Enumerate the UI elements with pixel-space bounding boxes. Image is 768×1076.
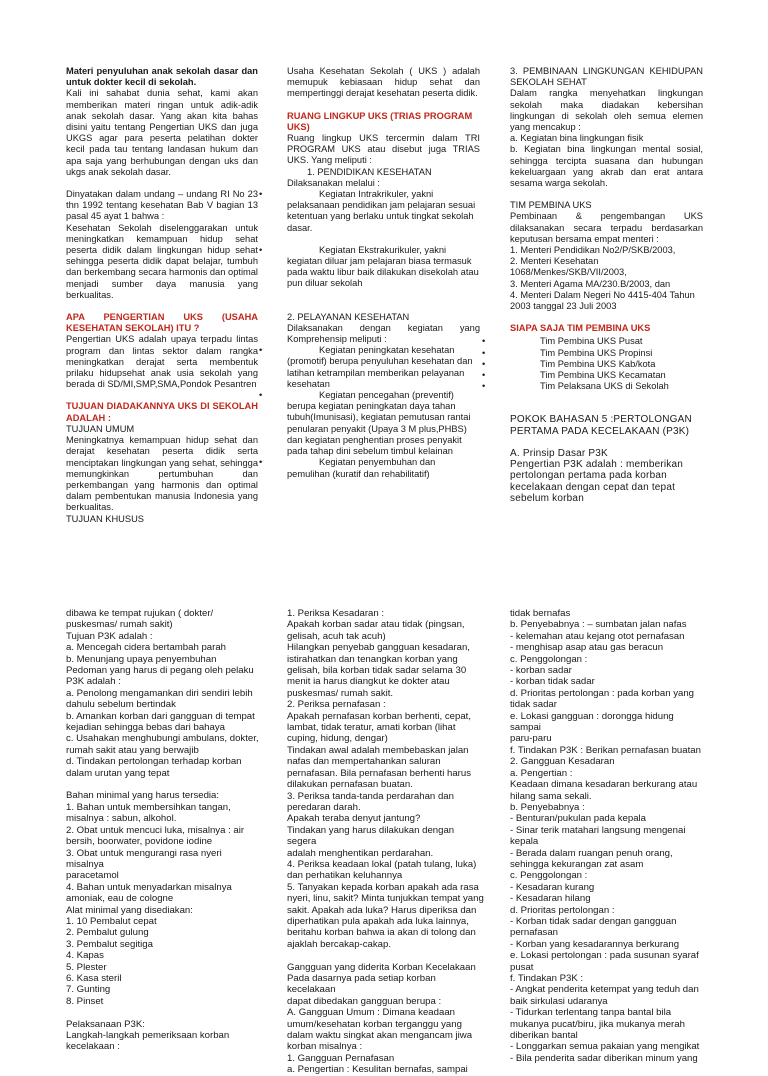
text-line: c. Penggolongan : bbox=[510, 870, 588, 882]
text-line: baik sirkulasi udaranya bbox=[510, 995, 608, 1007]
text-line: c. Penggolongan : bbox=[510, 653, 588, 665]
text-line: A. Gangguan Umum : Dimana keadaan bbox=[287, 1007, 455, 1019]
text-line: beritahu korban bahwa ia akan di tolong dan bbox=[287, 927, 476, 939]
text-line: 4. Kapas bbox=[66, 950, 104, 962]
list-item: • Tim Pembina UKS Pusat bbox=[482, 336, 643, 347]
text-line: b. Amankan korban dari gangguan di tempat bbox=[66, 710, 255, 722]
text-line: c. Usahakan menghubungi ambulans, dokter, bbox=[66, 733, 259, 745]
text-line: a. Pengertian : Kesulitan bernafas, sampai bbox=[287, 1064, 468, 1076]
bullet-icon: • bbox=[259, 390, 263, 401]
text-line: kepala bbox=[510, 836, 539, 848]
text-line: Gangguan yang diderita Korban Kecelakaan bbox=[287, 961, 476, 973]
text-line: Tujuan P3K adalah : bbox=[66, 630, 153, 642]
text-line: bersih, boorwater, povidone iodine bbox=[66, 836, 213, 848]
list-item: • Kegiatan peningkatan kesehatan (promotif) berupa penyuluhan kesehatan dan latihan ketrampilan memberikan pelayanan kesehatan bbox=[259, 345, 473, 389]
text-line: gelisah, acuh tak acuh) bbox=[287, 630, 386, 642]
pembinaan-item-b: b. Kegiatan bina lingkungan mental sosial, sehingga tercipta suasana dan hubungan kekeluargaan yang akrab dan erat antara sesama warga sekolah. bbox=[510, 144, 703, 189]
text-line: pernafasan. Bila pernafasan berhenti harus bbox=[287, 767, 472, 779]
text-line: dilakukan pernafasan buatan. bbox=[287, 779, 413, 791]
text-line: e. Lokasi gangguan : dorongga hidung sampai bbox=[510, 710, 674, 734]
tujuan-umum-label: TUJUAN UMUM bbox=[66, 423, 135, 434]
text-line: d. Prioritas pertolongan : bbox=[510, 904, 615, 916]
bullet-icon: • bbox=[482, 336, 486, 347]
text-line: - menghisap asap atau gas beracun bbox=[510, 642, 664, 654]
text-line: Keadaan dimana kesadaran berkurang atau bbox=[510, 779, 698, 791]
bullet-icon: • bbox=[482, 381, 486, 392]
tim-pembina-text: Pembinaan & pengembangan UKS dilaksanakan secara terpadu berdasarkan keputusan bersama empat menteri : bbox=[510, 211, 703, 244]
list-item: • Tim Pembina UKS Kecamatan bbox=[482, 370, 666, 381]
text-line: 1. 10 Pembalut cepat bbox=[66, 915, 157, 927]
text-line: umum/kesehatan korban terganggu yang bbox=[287, 1018, 462, 1030]
text-line: - Sinar terik matahari langsung mengenai bbox=[510, 824, 686, 836]
column-3 bbox=[510, 608, 706, 1064]
page-gap bbox=[0, 560, 768, 600]
tujuan-khusus-label: TUJUAN KHUSUS bbox=[66, 513, 144, 524]
column-2 bbox=[287, 608, 485, 1076]
pembinaan-item-a: a. Kegiatan bina lingkungan fisik bbox=[510, 133, 644, 144]
text-line: 7. Gunting bbox=[66, 984, 111, 996]
text-line: cuping, hidung, dengar) bbox=[287, 733, 388, 745]
heading-siapa-saja: SIAPA SAJA TIM PEMBINA UKS bbox=[510, 323, 651, 334]
text-line: 2. Obat untuk mencuci luka, misalnya : air bbox=[66, 824, 245, 836]
text-line: f. Tindakan P3K : bbox=[510, 973, 584, 984]
text-line: 5. Plester bbox=[66, 961, 107, 973]
text-line: 6. Kasa steril bbox=[66, 972, 122, 984]
text-line: 5. Tanyakan kepada korban apakah ada rasa bbox=[287, 881, 479, 893]
text-line: Pelaksanaan P3K: bbox=[66, 1018, 145, 1030]
menteri-item: 2. Menteri Kesehatan 1068/Menkes/SKB/VII/2003, bbox=[510, 256, 627, 278]
article-title: Materi penyuluhan anak sekolah dasar dan untuk dokter kecil di sekolah. bbox=[66, 66, 258, 88]
heading-tujuan: TUJUAN DIADAKANNYA UKS DI SEKOLAH ADALAH : bbox=[66, 401, 258, 423]
list-item: • Tim Pembina UKS Propinsi bbox=[482, 347, 653, 358]
list-item: • Kegiatan pencegahan (preventif) berupa kegiatan peningkatan daya tahan tubuh(Imunisasi), kegiatan pemutusan rantai penularan penyakit (Upaya 3 M plus,PHBS) dan kegiatan penghentian proses penyakit pada tahap dini sebelum timbul kelainan bbox=[259, 390, 471, 457]
text-line: d. Prioritas pertolongan : pada korban yang bbox=[510, 687, 695, 699]
pelayanan-kesehatan-heading: 2. PELAYANAN KESEHATAN bbox=[287, 311, 410, 322]
text-line: mukanya pucat/biru, jika mukanya merah bbox=[510, 1018, 685, 1030]
text-line: puskesmas/ rumah sakit. bbox=[287, 687, 394, 699]
text-line: Apakah pernafasan korban berhenti, cepat, bbox=[287, 710, 472, 722]
text-line: - Bila penderita sadar diberikan minum yang bbox=[510, 1052, 698, 1064]
text-line: sehingga kekurangan zat asam bbox=[510, 858, 644, 870]
pembinaan-heading: 3. PEMBINAAN LINGKUNGAN KEHIDUPAN SEKOLAH SEHAT bbox=[510, 66, 703, 88]
text-line: diperhatikan pula apakah ada luka lainnya, bbox=[287, 915, 469, 927]
text-line: diberikan bantal bbox=[510, 1030, 578, 1042]
list-item: • Tim Pelaksana UKS di Sekolah bbox=[482, 381, 669, 392]
text-line: dahulu sebelum bertindak bbox=[66, 699, 176, 711]
column-2 bbox=[259, 66, 480, 480]
list-item: • Kegiatan Ekstrakurikuler, yakni kegiatan diluar jam pelajaran biasa termasuk pada waktu libur baik dilakukan disekolah atau pun diluar sekolah bbox=[259, 244, 479, 289]
text-line: 2. Gangguan Kesadaran bbox=[510, 756, 615, 768]
bullet-icon: • bbox=[259, 244, 263, 255]
text-line: d. Tindakan pertolongan terhadap korban bbox=[66, 756, 242, 768]
text-line: lambat, tidak teratur, amati korban (lihat bbox=[287, 722, 456, 734]
text-line: - korban sadar bbox=[510, 665, 572, 677]
text-line: peredaran darah. bbox=[287, 801, 361, 813]
list-item: • Kegiatan penyembuhan dan pemulihan (kuratif dan rehabilitatif) bbox=[259, 457, 436, 479]
menteri-item: 4. Menteri Dalam Negeri No 4415-404 Tahun 2003 tanggal 23 Juli 2003 bbox=[510, 289, 695, 312]
text-line: sakit. Apakah ada luka? Harus diperiksa dan bbox=[287, 904, 477, 916]
text-line: amoniak, eau de cologne bbox=[66, 893, 174, 905]
ruang-paragraph: Ruang lingkup UKS tercermin dalam TRI PROGRAM UKS atau disebut juga TRIAS UKS. Yang meliputi : bbox=[287, 133, 480, 166]
text-line: b. Penyebabnya : – sumbatan jalan nafas bbox=[510, 619, 687, 631]
text-line: ajaklah bercakap-cakap. bbox=[287, 938, 391, 950]
text-line bbox=[66, 779, 262, 790]
column-1 bbox=[66, 66, 258, 525]
list-item: • Tim Pembina UKS Kab/kota bbox=[482, 358, 656, 369]
text-line: tidak bernafas bbox=[510, 608, 571, 619]
law-paragraph: Dinyatakan dalam undang – undang RI No 23 thn 1992 tentang kesehatan Bab V bagian 13 pasal 45 ayat 1 bahwa : bbox=[66, 189, 258, 222]
bullet-icon: • bbox=[482, 358, 486, 369]
text-line: 2. Periksa pernafasan : bbox=[287, 699, 386, 711]
text-line: - Kesadaran kurang bbox=[510, 881, 595, 893]
apa-paragraph: Pengertian UKS adalah upaya terpadu lintas program dan lintas sektor dalam rangka meningkatkan derajat serta membentuk prilaku hidupsehat anak usia sekolah yang berada di SD/MI,SMP,SMA,Pondok Pesantren bbox=[66, 334, 258, 390]
text-line: - kelemahan atau kejang otot pernafasan bbox=[510, 630, 685, 642]
text-line: Langkah-langkah pemeriksaan korban bbox=[66, 1030, 230, 1041]
text-line: Alat minimal yang disediakan: bbox=[66, 904, 193, 916]
text-line: b. Penyebabnya : bbox=[510, 801, 585, 813]
pendidikan-kesehatan-heading: 1. PENDIDIKAN KESEHATAN bbox=[307, 166, 432, 177]
uks-paragraph: Usaha Kesehatan Sekolah ( UKS ) adalah memupuk kebiasaan hidup sehat dan mempertinggi derajat kesehatan peserta didik. bbox=[287, 66, 480, 99]
text-line: pusat bbox=[510, 961, 534, 973]
text-line: gelisah, bila korban tidak sadar selama 30 bbox=[287, 665, 467, 677]
menteri-item: 1. Menteri Pendidikan No2/P/SKB/2003, bbox=[510, 245, 676, 256]
text-line: Apakah teraba denyut jantung? bbox=[287, 813, 421, 825]
bullet-icon: • bbox=[482, 347, 486, 358]
text-line: - Korban tidak sadar dengan gangguan bbox=[510, 915, 677, 927]
law-text: Kesehatan Sekolah diselenggarakan untuk meningkatkan kemampuan hidup sehat peserta didik dalam lingkungan hidup sehat sehingga peserta didik dapat belajar, tumbuh dan berkembang secara harmonis dan optimal menjadi sumber daya manusia yang berkualitas. bbox=[66, 222, 258, 300]
text-line bbox=[66, 1007, 262, 1018]
text-line: misalnya : sabun, alkohol. bbox=[66, 813, 177, 825]
text-line: 3. Obat untuk mengurangi rasa nyeri misalnya bbox=[66, 847, 222, 870]
text-line: 4. Bahan untuk menyadarkan misalnya bbox=[66, 881, 232, 893]
text-line bbox=[287, 950, 485, 961]
text-line: e. Lokasi pertolongan : pada susunan syaraf bbox=[510, 950, 699, 962]
text-line: Apakah korban sadar atau tidak (pingsan, bbox=[287, 619, 465, 631]
heading-apa-pengertian-uks: APA PENGERTIAN UKS (USAHA KESEHATAN SEKOLAH) ITU ? bbox=[66, 312, 258, 334]
document-page-2 bbox=[0, 600, 768, 1076]
text-line: 2. Pembalut gulung bbox=[66, 927, 149, 939]
text-line: rumah sakit atau yang berwajib bbox=[66, 744, 199, 756]
pendidikan-sub: Dilaksanakan melalui : bbox=[287, 177, 381, 188]
text-line: - Longgarkan semua pakaian yang mengikat bbox=[510, 1041, 700, 1053]
text-line: dibawa ke tempat rujukan ( dokter/ bbox=[66, 608, 214, 619]
text-line: adalah menghentikan perdarahan. bbox=[287, 847, 434, 859]
text-line: puskesmas/ rumah sakit) bbox=[66, 619, 173, 631]
text-line: b. Menunjang upaya penyembuhan bbox=[66, 653, 217, 665]
text-line: 3. Periksa tanda-tanda perdarahan dan bbox=[287, 790, 454, 802]
text-line: - Berada dalam ruangan penuh orang, bbox=[510, 847, 673, 859]
heading-ruang-lingkup: RUANG LINGKUP UKS (TRIAS PROGRAM UKS) bbox=[287, 110, 473, 132]
text-line: 1. Gangguan Pernafasan bbox=[287, 1052, 395, 1064]
text-line: menit ia harus diangkut ke dokter atau bbox=[287, 676, 450, 688]
column-3 bbox=[482, 66, 703, 504]
bullet-icon: • bbox=[259, 345, 263, 356]
text-line: Pedoman yang harus di pegang oleh pelaku bbox=[66, 665, 254, 677]
text-line: P3K adalah : bbox=[66, 676, 121, 688]
menteri-item: 3. Menteri Agama MA/230.B/2003, dan bbox=[510, 278, 671, 289]
bullet-icon: • bbox=[259, 189, 263, 200]
pokok-bahasan-heading: POKOK BAHASAN 5 :PERTOLONGAN PERTAMA PADA KECELAKAAN (P3K) bbox=[510, 414, 692, 437]
tim-pembina-heading: TIM PEMBINA UKS bbox=[510, 200, 592, 211]
text-line: kejadian sehingga bebas dari bahaya bbox=[66, 722, 225, 734]
text-line: a. Penolong mengamankan diri sendiri lebih bbox=[66, 687, 253, 699]
text-line: 3. Pembalut segitiga bbox=[66, 938, 153, 950]
text-line: - Benturan/pukulan pada kepala bbox=[510, 813, 647, 825]
text-line: pernafasan bbox=[510, 927, 559, 939]
text-line: a. Mencegah cidera bertambah parah bbox=[66, 642, 226, 654]
text-line: dan perhatikan keluhannya bbox=[287, 870, 403, 882]
text-line: 1. Bahan untuk membersihkan tangan, bbox=[66, 801, 231, 813]
prinsip-dasar-heading: A. Prinsip Dasar P3K bbox=[510, 447, 608, 459]
text-line: a. Pengertian : bbox=[510, 767, 573, 779]
intro-paragraph: Kali ini sahabat dunia sehat, kami akan memberikan materi ringan untuk adik-adik anak sekolah dasar. Yang akan kita bahas disini yaitu tentang Pengertian UKS dan juga UKGS agar para peserta pelatihan dokter kecil pada tau tentang landasan hukum dan apa saja yang berhubungan dengan uks dan ukgs anak sekolah dasar. bbox=[66, 88, 258, 177]
text-line: f. Tindakan P3K : Berikan pernafasan buatan bbox=[510, 744, 701, 756]
text-line: Tindakan awal adalah membebaskan jalan bbox=[287, 744, 469, 756]
list-item: • Kegiatan Intrakrikuler, yakni pelaksanaan pendidikan jam pelajaran sesuai ketentuan yang berlaku untuk tingkat sekolah dasar. bbox=[259, 189, 476, 233]
tujuan-umum-text: Meningkatnya kemampuan hidup sehat dan derajat kesehatan peserta didik serta menciptakan lingkungan yang sehat, sehingga memungkinkan pertumbuhan dan perkembangan yang harmonis dan optimal dalam pembentukan manusia Indonesia yang berkualitas. bbox=[66, 435, 258, 513]
text-line: paru-paru bbox=[510, 733, 552, 745]
text-line: - Tidurkan terlentang tanpa bantal bila bbox=[510, 1007, 672, 1019]
text-line: paracetamol bbox=[66, 870, 119, 882]
text-line: dapat dibedakan gangguan berupa : bbox=[287, 995, 442, 1007]
text-line: - Korban yang kesadarannya berkurang bbox=[510, 938, 680, 950]
text-line: dalam urutan yang tepat bbox=[66, 767, 170, 779]
bullet-icon: • bbox=[482, 370, 486, 381]
text-line: kecelakaan : bbox=[66, 1041, 120, 1053]
text-line: Tindakan yang harus dilakukan dengan segera bbox=[287, 824, 455, 848]
text-line: 8. Pinset bbox=[66, 995, 104, 1007]
text-line: - Angkat penderita ketempat yang teduh dan bbox=[510, 984, 699, 996]
prinsip-dasar-text: Pengertian P3K adalah : memberikan pertolongan pertama pada korban kecelakaan dengan cepat dan tepat sebelum korban bbox=[510, 459, 684, 504]
text-line: nyeri, linu, sakit? Minta tunjukkan tempat yang bbox=[287, 893, 484, 905]
text-line: - Kesadaran hilang bbox=[510, 893, 591, 905]
text-line: Pada dasarnya pada setiap korban kecelakaan bbox=[287, 972, 436, 996]
bullet-icon: • bbox=[259, 457, 263, 468]
text-line: Bahan minimal yang harus tersedia: bbox=[66, 790, 220, 802]
column-1 bbox=[66, 608, 262, 1053]
pembinaan-text: Dalam rangka menyehatkan lingkungan sekolah maka diadakan kebersihan lingkungan di sekolah oleh semua elemen yang mencakup : bbox=[510, 88, 703, 133]
text-line: 1. Periksa Kesadaran : bbox=[287, 608, 385, 619]
text-line: hilang sama sekali. bbox=[510, 790, 592, 802]
text-line: korban misalnya : bbox=[287, 1041, 363, 1053]
text-line: - korban tidak sadar bbox=[510, 676, 595, 688]
text-line: dalam waktu singkat akan mengancam jiwa bbox=[287, 1030, 473, 1042]
text-line: Hilangkan penyebab gangguan kesadaran, bbox=[287, 642, 470, 654]
text-line: tidak sadar bbox=[510, 699, 557, 711]
text-line: 4. Periksa keadaan lokal (patah tulang, luka) bbox=[287, 858, 477, 870]
pelayanan-sub: Dilaksanakan dengan kegiatan yang Komprehensip meliputi : bbox=[287, 322, 480, 345]
text-line: istirahatkan dan tenangkan korban yang bbox=[287, 653, 458, 665]
text-line: nafas dan mempertahankan saluran bbox=[287, 756, 441, 768]
